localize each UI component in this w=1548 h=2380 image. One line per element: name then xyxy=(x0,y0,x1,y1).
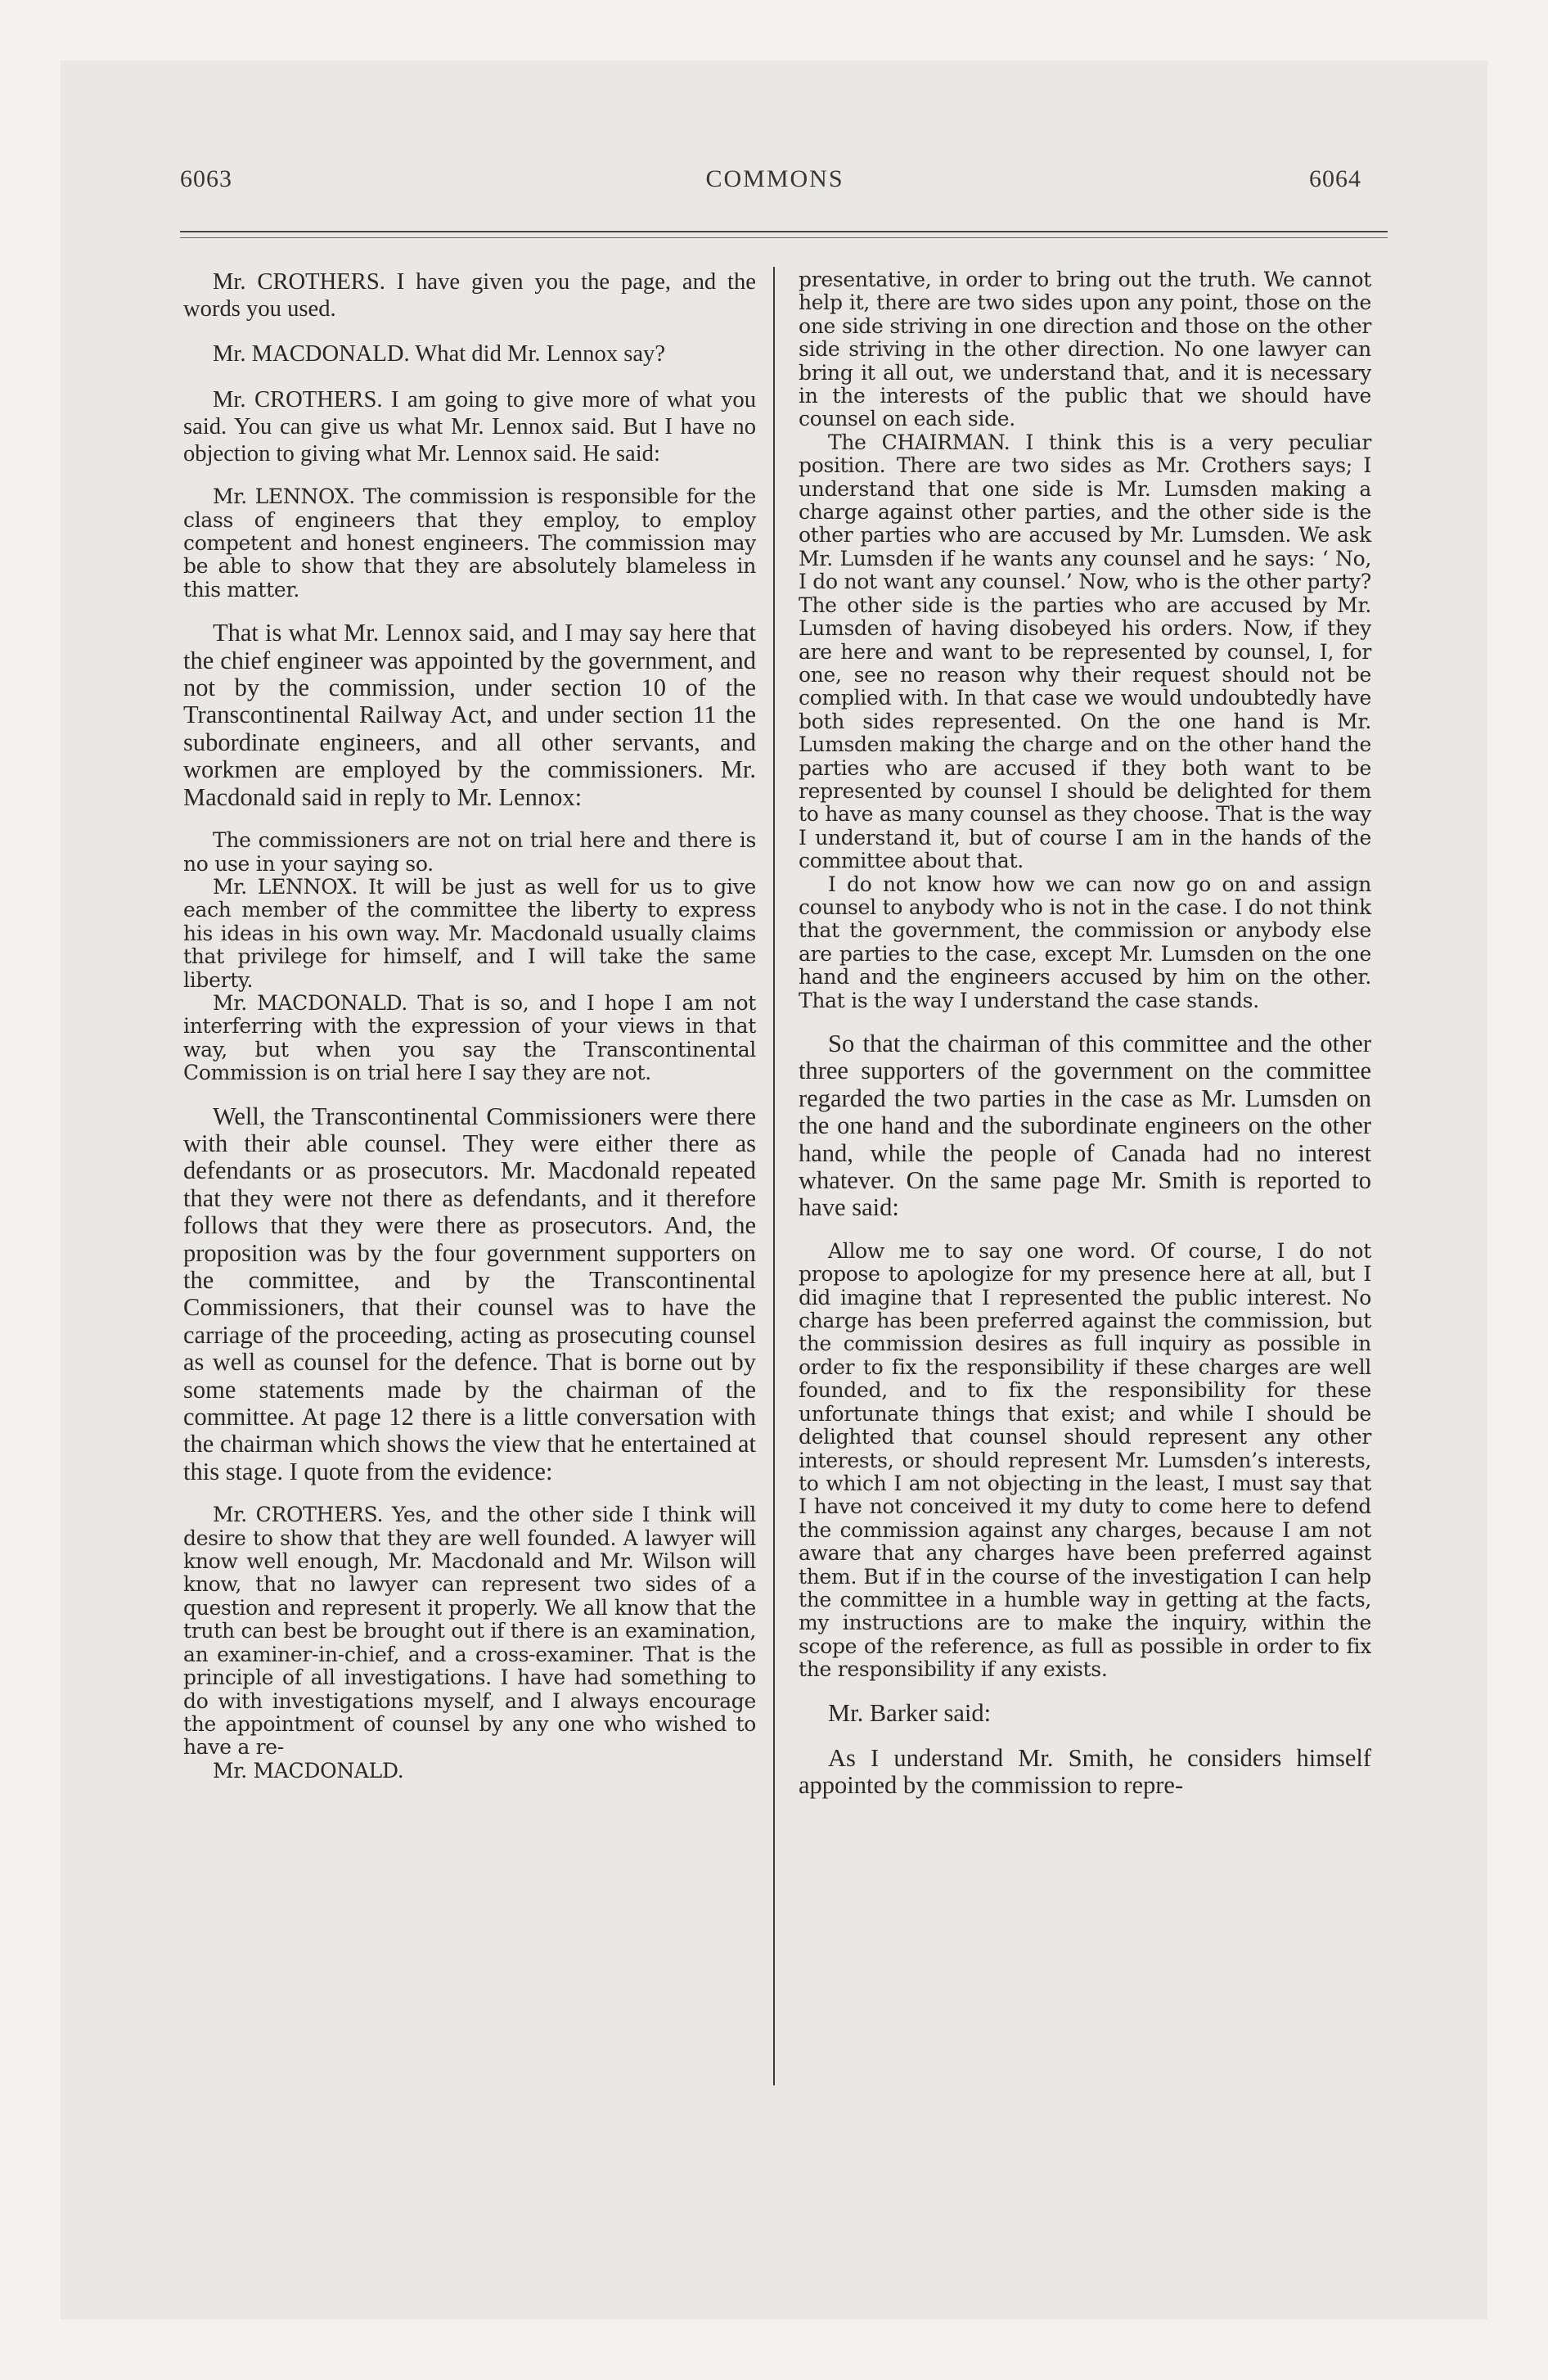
right-page-number: 6064 xyxy=(1309,165,1361,192)
quoted-paragraph: Mr. LENNOX. The commission is responsible for the class of engineers that they employ, to employ competent and honest engineers. The commission may be able to show that they are absolutely blameless in this matter. xyxy=(183,485,756,602)
running-header xyxy=(151,165,1399,198)
quoted-paragraph: Mr. LENNOX. It will be just as well for us to give each member of the committee the liberty to express his ideas in his own way. Mr. Macdonald usually claims that privilege for himself, and I will take the same liberty. xyxy=(183,874,756,992)
running-title: COMMONS xyxy=(705,165,844,192)
quoted-paragraph: Allow me to say one word. Of course, I do not propose to apologize for my presence here at all, but I did imagine that I represented the public interest. No charge has been preferred against the commission, but the commission desires as full inquiry as possible in order to fix the responsibility if these charges are well founded, and to fix the responsibility for these unfortunate things that exist; and while I should be delighted that counsel should represent any other interests, or should represent Mr. Lumsden’s interests, to which I am not objecting in the least, I must say that I have not conceived it my duty to come here to defend the commission against any charges, because I am not aware that any charges have been preferred against them. But if in the course of the investigation I can help the committee in a humble way in getting at the facts, my instructions are to make the inquiry, within the scope of the reference, as full as possible in order to fix the responsibility if any exists. xyxy=(799,1238,1371,1682)
left-page-number: 6063 xyxy=(180,165,232,192)
quoted-paragraph: Mr. MACDONALD. xyxy=(213,1758,404,1783)
header-rule-thin xyxy=(180,237,1388,238)
paragraph: Well, the Transcontinental Commissioners were there with their able counsel. They were either there as defendants or as prosecutors. Mr. Macdonald repeated that they were not there as defendants, and it therefore follows that they were there as prosecutors. And, the proposition was by the four government supporters on the committee, and by the Transcontinental Commissioners, that their counsel was to have the carriage of the proceeding, acting as prosecuting counsel as well as counsel for the defence. That is borne out by some statements made by the chairman of the committee. At page 12 there is a little conversation with the chairman which shows the view that he entertained at this stage. I quote from the evidence: xyxy=(183,1102,756,1485)
paragraph: Mr. Barker said: xyxy=(828,1698,992,1727)
quoted-paragraph: The commissioners are not on trial here and there is no use in your saying so. xyxy=(183,828,756,876)
quoted-paragraph: presentative, in order to bring out the truth. We cannot help it, there are two sides upon any point, those on the one side striving in one direction and those on the other side striving in the other direction. No one lawyer can bring it all out, we understand that, and it is necessary in the interests of the public that we should have counsel on each side. xyxy=(799,268,1371,431)
quoted-paragraph: Mr. MACDONALD. That is so, and I hope I am not interferring with the expression of your views in that way, but when you say the Transcontinental Commission is on trial here I say they are not. xyxy=(183,990,756,1085)
right-column xyxy=(799,268,1371,1800)
quoted-paragraph: Mr. CROTHERS. Yes, and the other side I think will desire to show that they are well founded. A lawyer will know well enough, Mr. Macdonald and Mr. Wilson will know, that no lawyer can represent two sides of a question and represent it properly. We all know that the truth can best be brought out if there is an examination, an examiner-in-chief, and a cross-examiner. That is the principle of all investigations. I have had something to do with investigations myself, and I always encourage the appointment of counsel by any one who wished to have a re- xyxy=(183,1503,756,1760)
paragraph: So that the chairman of this committee and the other three supporters of the government on the committee regarded the two parties in the case as Mr. Lumsden on the one hand and the subordinate engineers on the other hand, while the people of Canada had no interest whatever. On the same page Mr. Smith is reported to have said: xyxy=(799,1030,1371,1222)
paragraph: As I understand Mr. Smith, he considers himself appointed by the commission to repre- xyxy=(799,1743,1371,1800)
paragraph: Mr. CROTHERS. I have given you the page, and the words you used. xyxy=(183,269,756,322)
quoted-paragraph: The CHAIRMAN. I think this is a very peculiar position. There are two sides as Mr. Crothers says; I understand that one side is Mr. Lumsden making a charge against other parties, and the other side is the other parties who are accused by Mr. Lumsden. We ask Mr. Lumsden if he wants any counsel and he says: ‘ No, I do not want any counsel.’ Now, who is the other party? The other side is the parties who are accused by Mr. Lumsden of having disobeyed his orders. Now, if they are here and want to be represented by counsel, I, for one, see no reason why their request should not be complied with. In that case we would undoubtedly have both sides represented. On the one hand is Mr. Lumsden making the charge and on the other hand the parties who are accused if they both want to be represented by counsel I should be delighted for them to have as many counsel as they choose. That is the way I understand it, but of course I am in the hands of the committee about that. xyxy=(799,430,1371,873)
paragraph: Mr. MACDONALD. What did Mr. Lennox say? xyxy=(213,341,666,367)
quoted-paragraph: I do not know how we can now go on and assign counsel to anybody who is not in the case. I do not think that the government, the commission or anybody else are parties to the case, except Mr. Lumsden on the one hand and the engineers accused by him on the other. That is the way I understand the case stands. xyxy=(799,872,1371,1012)
left-column xyxy=(183,268,756,1783)
paragraph: Mr. CROTHERS. I am going to give more of what you said. You can give us what Mr. Lennox said. But I have no objection to giving what Mr. Lennox said. He said: xyxy=(183,386,756,467)
header-rule xyxy=(180,231,1388,232)
hansard-page xyxy=(151,137,1399,2184)
paragraph: That is what Mr. Lennox said, and I may say here that the chief engineer was appointed by the government, and not by the commission, under section 10 of the Transcontinental Railway Act, and under section 11 the subordinate engineers, and all other servants, and workmen are employed by the commissioners. Mr. Macdonald said in reply to Mr. Lennox: xyxy=(183,619,756,811)
column-divider xyxy=(773,267,775,2085)
